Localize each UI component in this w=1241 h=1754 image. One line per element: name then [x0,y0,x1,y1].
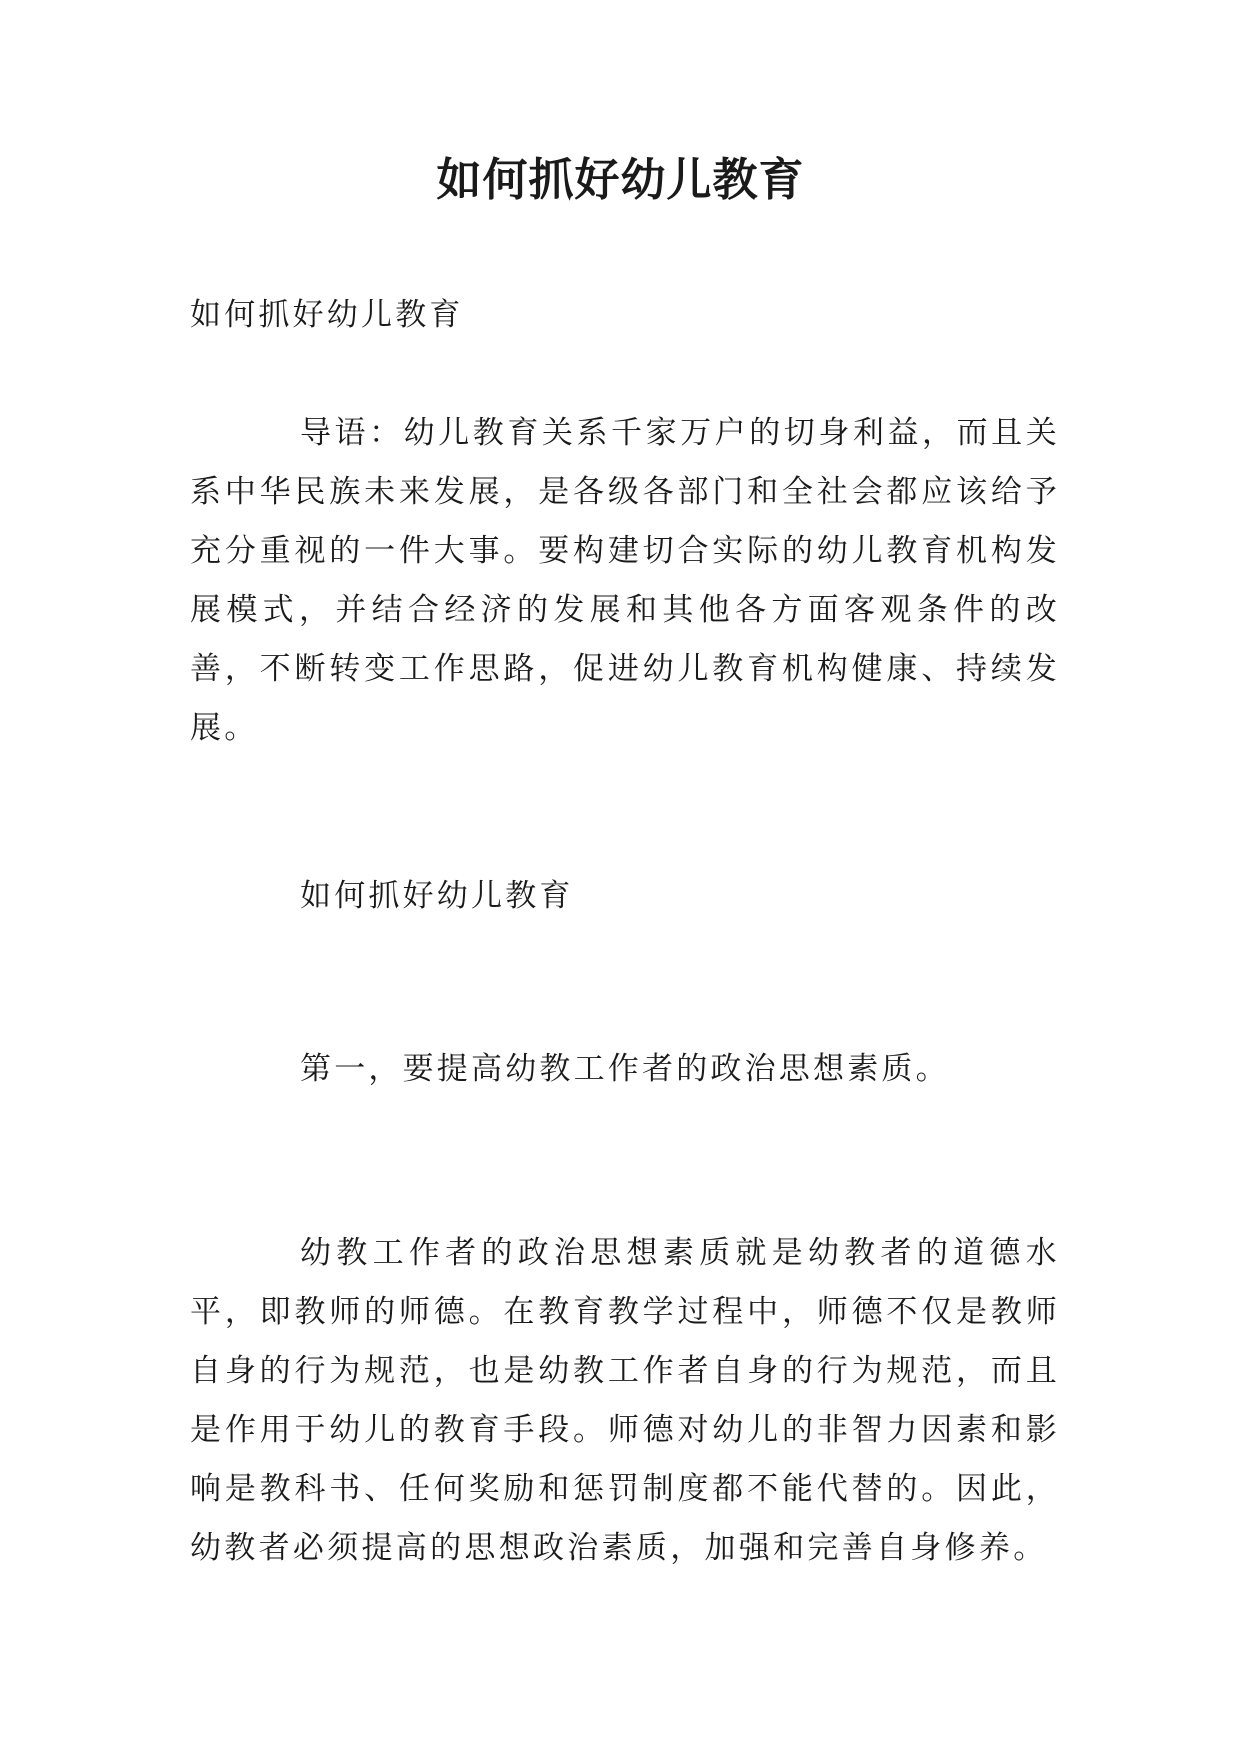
point-one-paragraph: 幼教工作者的政治思想素质就是幼教者的道德水平，即教师的师德。在教育教学过程中，师德不仅是教师自身的行为规范，也是幼教工作者自身的行为规范，而且是作用于幼儿的教育手段。师德对幼儿的非智力因素和影响是教科书、任何奖励和惩罚制度都不能代替的。因此，幼教者必须提高的思想政治素质，加强和完善自身修养。 [190,1235,1060,1566]
section-title: 如何抓好幼儿教育 [300,878,574,914]
point-one-heading: 第一，要提高幼教工作者的政治思想素质。 [300,1051,950,1087]
document-subtitle: 如何抓好幼儿教育 [190,297,464,333]
document-title: 如何抓好幼儿教育 [436,153,805,206]
intro-paragraph: 导语：幼儿教育关系千家万户的切身利益，而且关系中华民族未来发展，是各级各部门和全社会都应该给予充分重视的一件大事。要构建切合实际的幼儿教育机构发展模式，并结合经济的发展和其他各方面客观条件的改善，不断转变工作思路，促进幼儿教育机构健康、持续发展。 [190,415,1060,746]
